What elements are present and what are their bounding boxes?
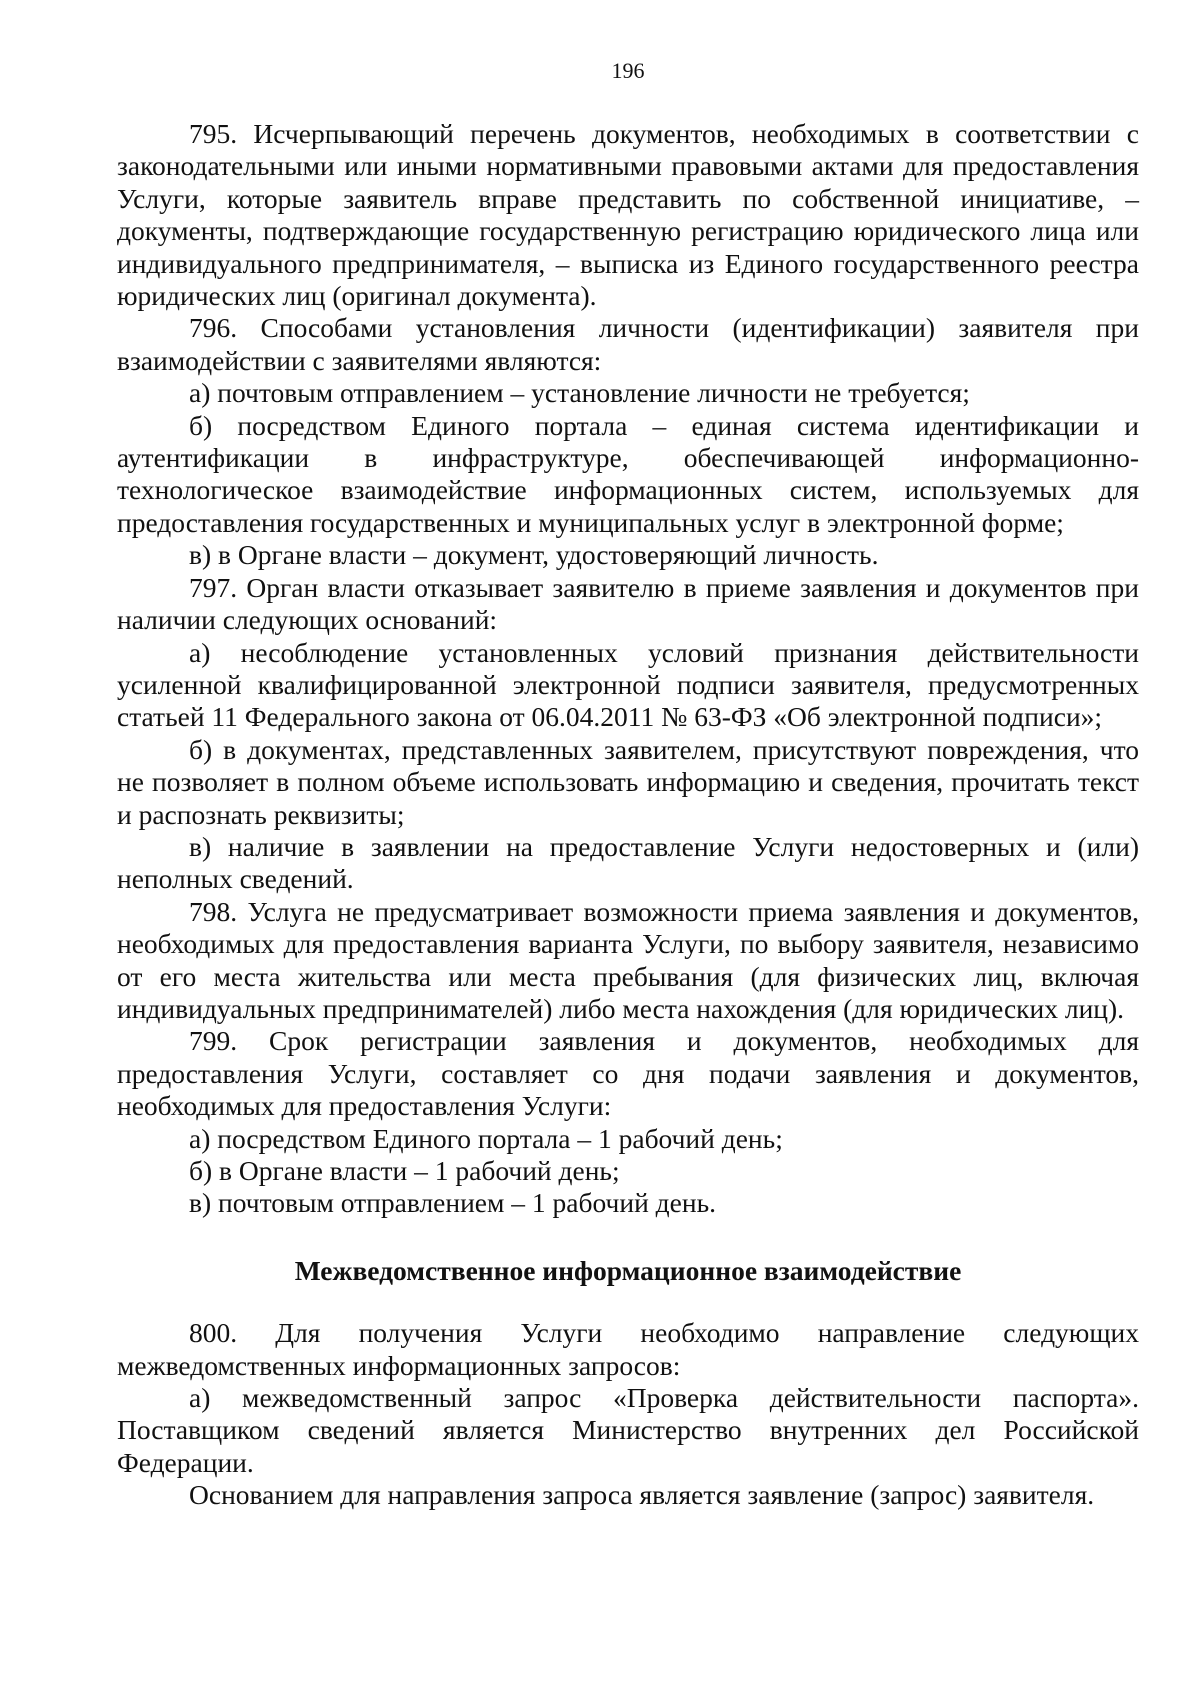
paragraph-797: 797. Орган власти отказывает заявителю в приеме заявления и документов при наличии следующих оснований: [117,571,1139,636]
paragraph-796: 796. Способами установления личности (идентификации) заявителя при взаимодействии с заявителями являются: [117,312,1139,376]
top-section [117,118,1139,1220]
paragraph-797-v: в) наличие в заявлении на предоставление Услуги недостоверных и (или) неполных сведений. [117,830,1139,895]
paragraph-800-a: а) межведомственный запрос «Проверка действительности паспорта». Поставщиком сведений является Министерство внутренних дел Российской Федерации. [117,1382,1139,1478]
paragraph-796-b: б) посредством Единого портала – единая система идентификации и аутентификации в инфраструктуре, обеспечивающей информационно-технологическое взаимодействие информационных систем, используемых для предоставления государственных и муниципальных услуг в электронной форме; [117,409,1139,538]
paragraph-799-a: а) посредством Единого портала – 1 рабочий день; [189,1122,783,1154]
paragraph-797-a: а) несоблюдение установленных условий признания действительности усиленной квалифицированной электронной подписи заявителя, предусмотренных статьей 11 Федерального закона от 06.04.2011 № 63-ФЗ «Об электронной подписи»; [117,636,1139,733]
paragraph-797-b: б) в документах, представленных заявителем, присутствуют повреждения, что не позволяет в полном объеме использовать информацию и сведения, прочитать текст и распознать реквизиты; [117,733,1139,830]
paragraph-799: 799. Срок регистрации заявления и документов, необходимых для предоставления Услуги, составляет со дня подачи заявления и документов, необходимых для предоставления Услуги: [117,1025,1139,1122]
paragraph-796-a: а) почтовым отправлением – установление личности не требуется; [189,377,970,409]
paragraph-796-v: в) в Органе власти – документ, удостоверяющий личность. [189,539,879,571]
document-page [117,58,1139,1512]
paragraph-798: 798. Услуга не предусматривает возможности приема заявления и документов, необходимых для предоставления варианта Услуги, по выбору заявителя, независимо от его места жительства или места пребывания (для физических лиц, включая индивидуальных предпринимателей) либо места нахождения (для юридических лиц). [117,895,1139,1024]
paragraph-795: 795. Исчерпывающий перечень документов, необходимых в соответствии с законодательными или иными нормативными правовыми актами для предоставления Услуги, которые заявитель вправе представить по собственной инициативе, – документы, подтверждающие государственную регистрацию юридического лица или индивидуального предпринимателя, – выписка из Единого государственного реестра юридических лиц (оригинал документа). [117,118,1139,312]
paragraph-799-b: б) в Органе власти – 1 рабочий день; [189,1155,620,1186]
paragraph-800: 800. Для получения Услуги необходимо направление следующих межведомственных информационных запросов: [117,1317,1139,1381]
paragraph-basis: Основанием для направления запроса является заявление (запрос) заявителя. [189,1479,1095,1511]
page-number: 196 [611,58,645,83]
paragraph-799-v: в) почтовым отправлением – 1 рабочий день. [189,1187,716,1219]
bottom-section [117,1317,1139,1511]
section-heading: Межведомственное информационное взаимодействие [294,1254,962,1286]
